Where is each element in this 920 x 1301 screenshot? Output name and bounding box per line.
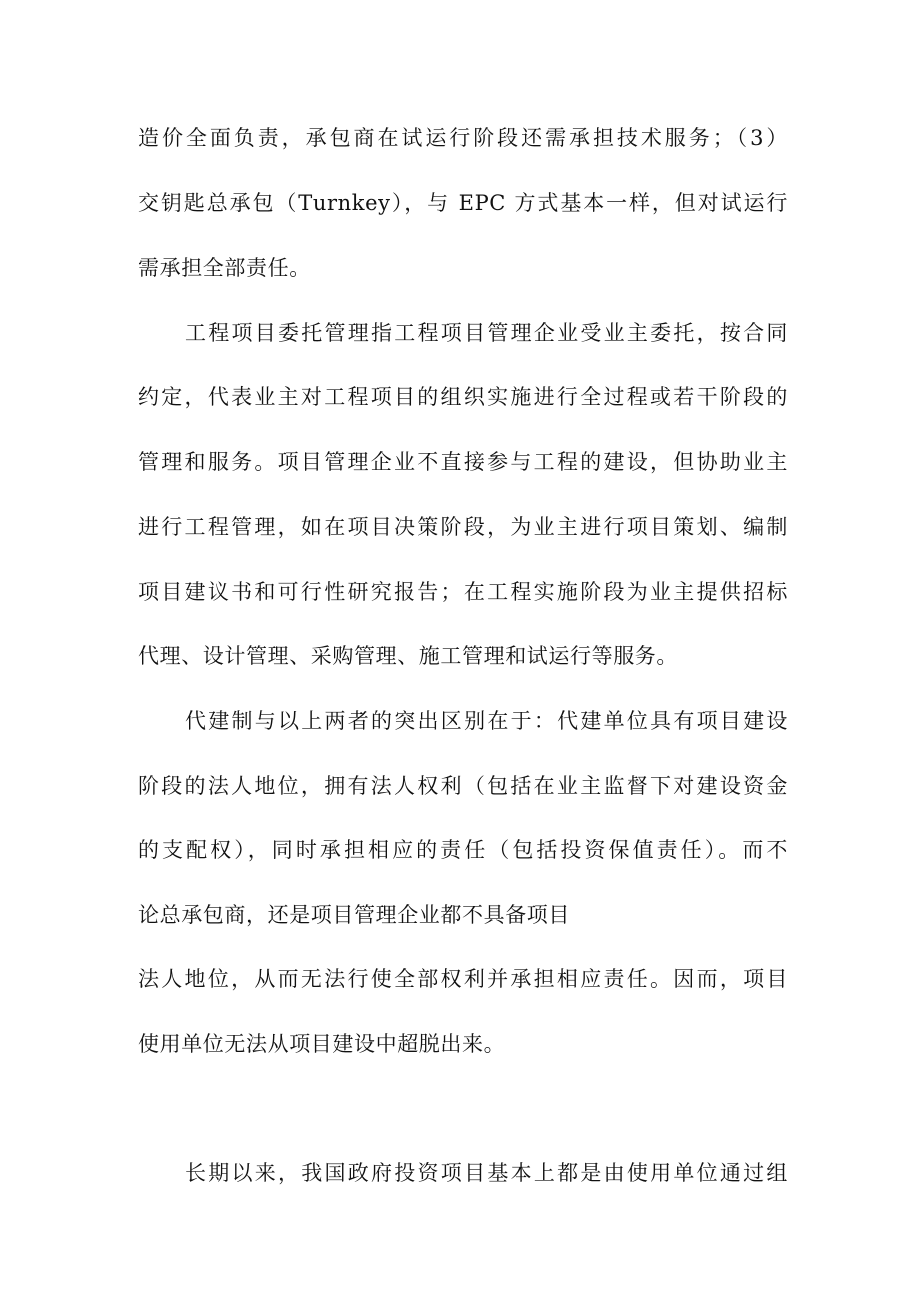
paragraph-first-line: 代建制与以上两者的突出区别在于：代建单位具有项目建设 <box>185 709 788 733</box>
text-line: 进行工程管理，如在项目决策阶段，为业主进行项目策划、编制 <box>138 515 788 539</box>
text-line: 法人地位，从而无法行使全部权利并承担相应责任。因而，项目 <box>138 967 788 991</box>
text-line: 造价全面负责，承包商在试运行阶段还需承担技术服务；（3） <box>138 126 788 150</box>
text-line: 使用单位无法从项目建设中超脱出来。 <box>138 1032 506 1056</box>
text-line: 管理和服务。项目管理企业不直接参与工程的建设，但协助业主 <box>138 450 788 474</box>
text-line: 约定，代表业主对工程项目的组织实施进行全过程或若干阶段的 <box>138 385 788 409</box>
paragraph-first-line: 工程项目委托管理指工程项目管理企业受业主委托，按合同 <box>185 321 788 345</box>
text-line: 论总承包商，还是项目管理企业都不具备项目 <box>138 903 570 927</box>
text-line: 代理、设计管理、采购管理、施工管理和试运行等服务。 <box>138 644 678 668</box>
text-line: 的支配权），同时承担相应的责任（包括投资保值责任）。而不 <box>138 838 788 862</box>
text-line: 阶段的法人地位，拥有法人权利（包括在业主监督下对建设资金 <box>138 774 788 798</box>
paragraph-first-line: 长期以来，我国政府投资项目基本上都是由使用单位通过组 <box>185 1161 788 1185</box>
text-line: 需承担全部责任。 <box>138 256 311 280</box>
text-line: 项目建议书和可行性研究报告；在工程实施阶段为业主提供招标 <box>138 580 788 604</box>
text-line: 交钥匙总承包（Turnkey），与 EPC 方式基本一样，但对试运行 <box>138 191 788 215</box>
